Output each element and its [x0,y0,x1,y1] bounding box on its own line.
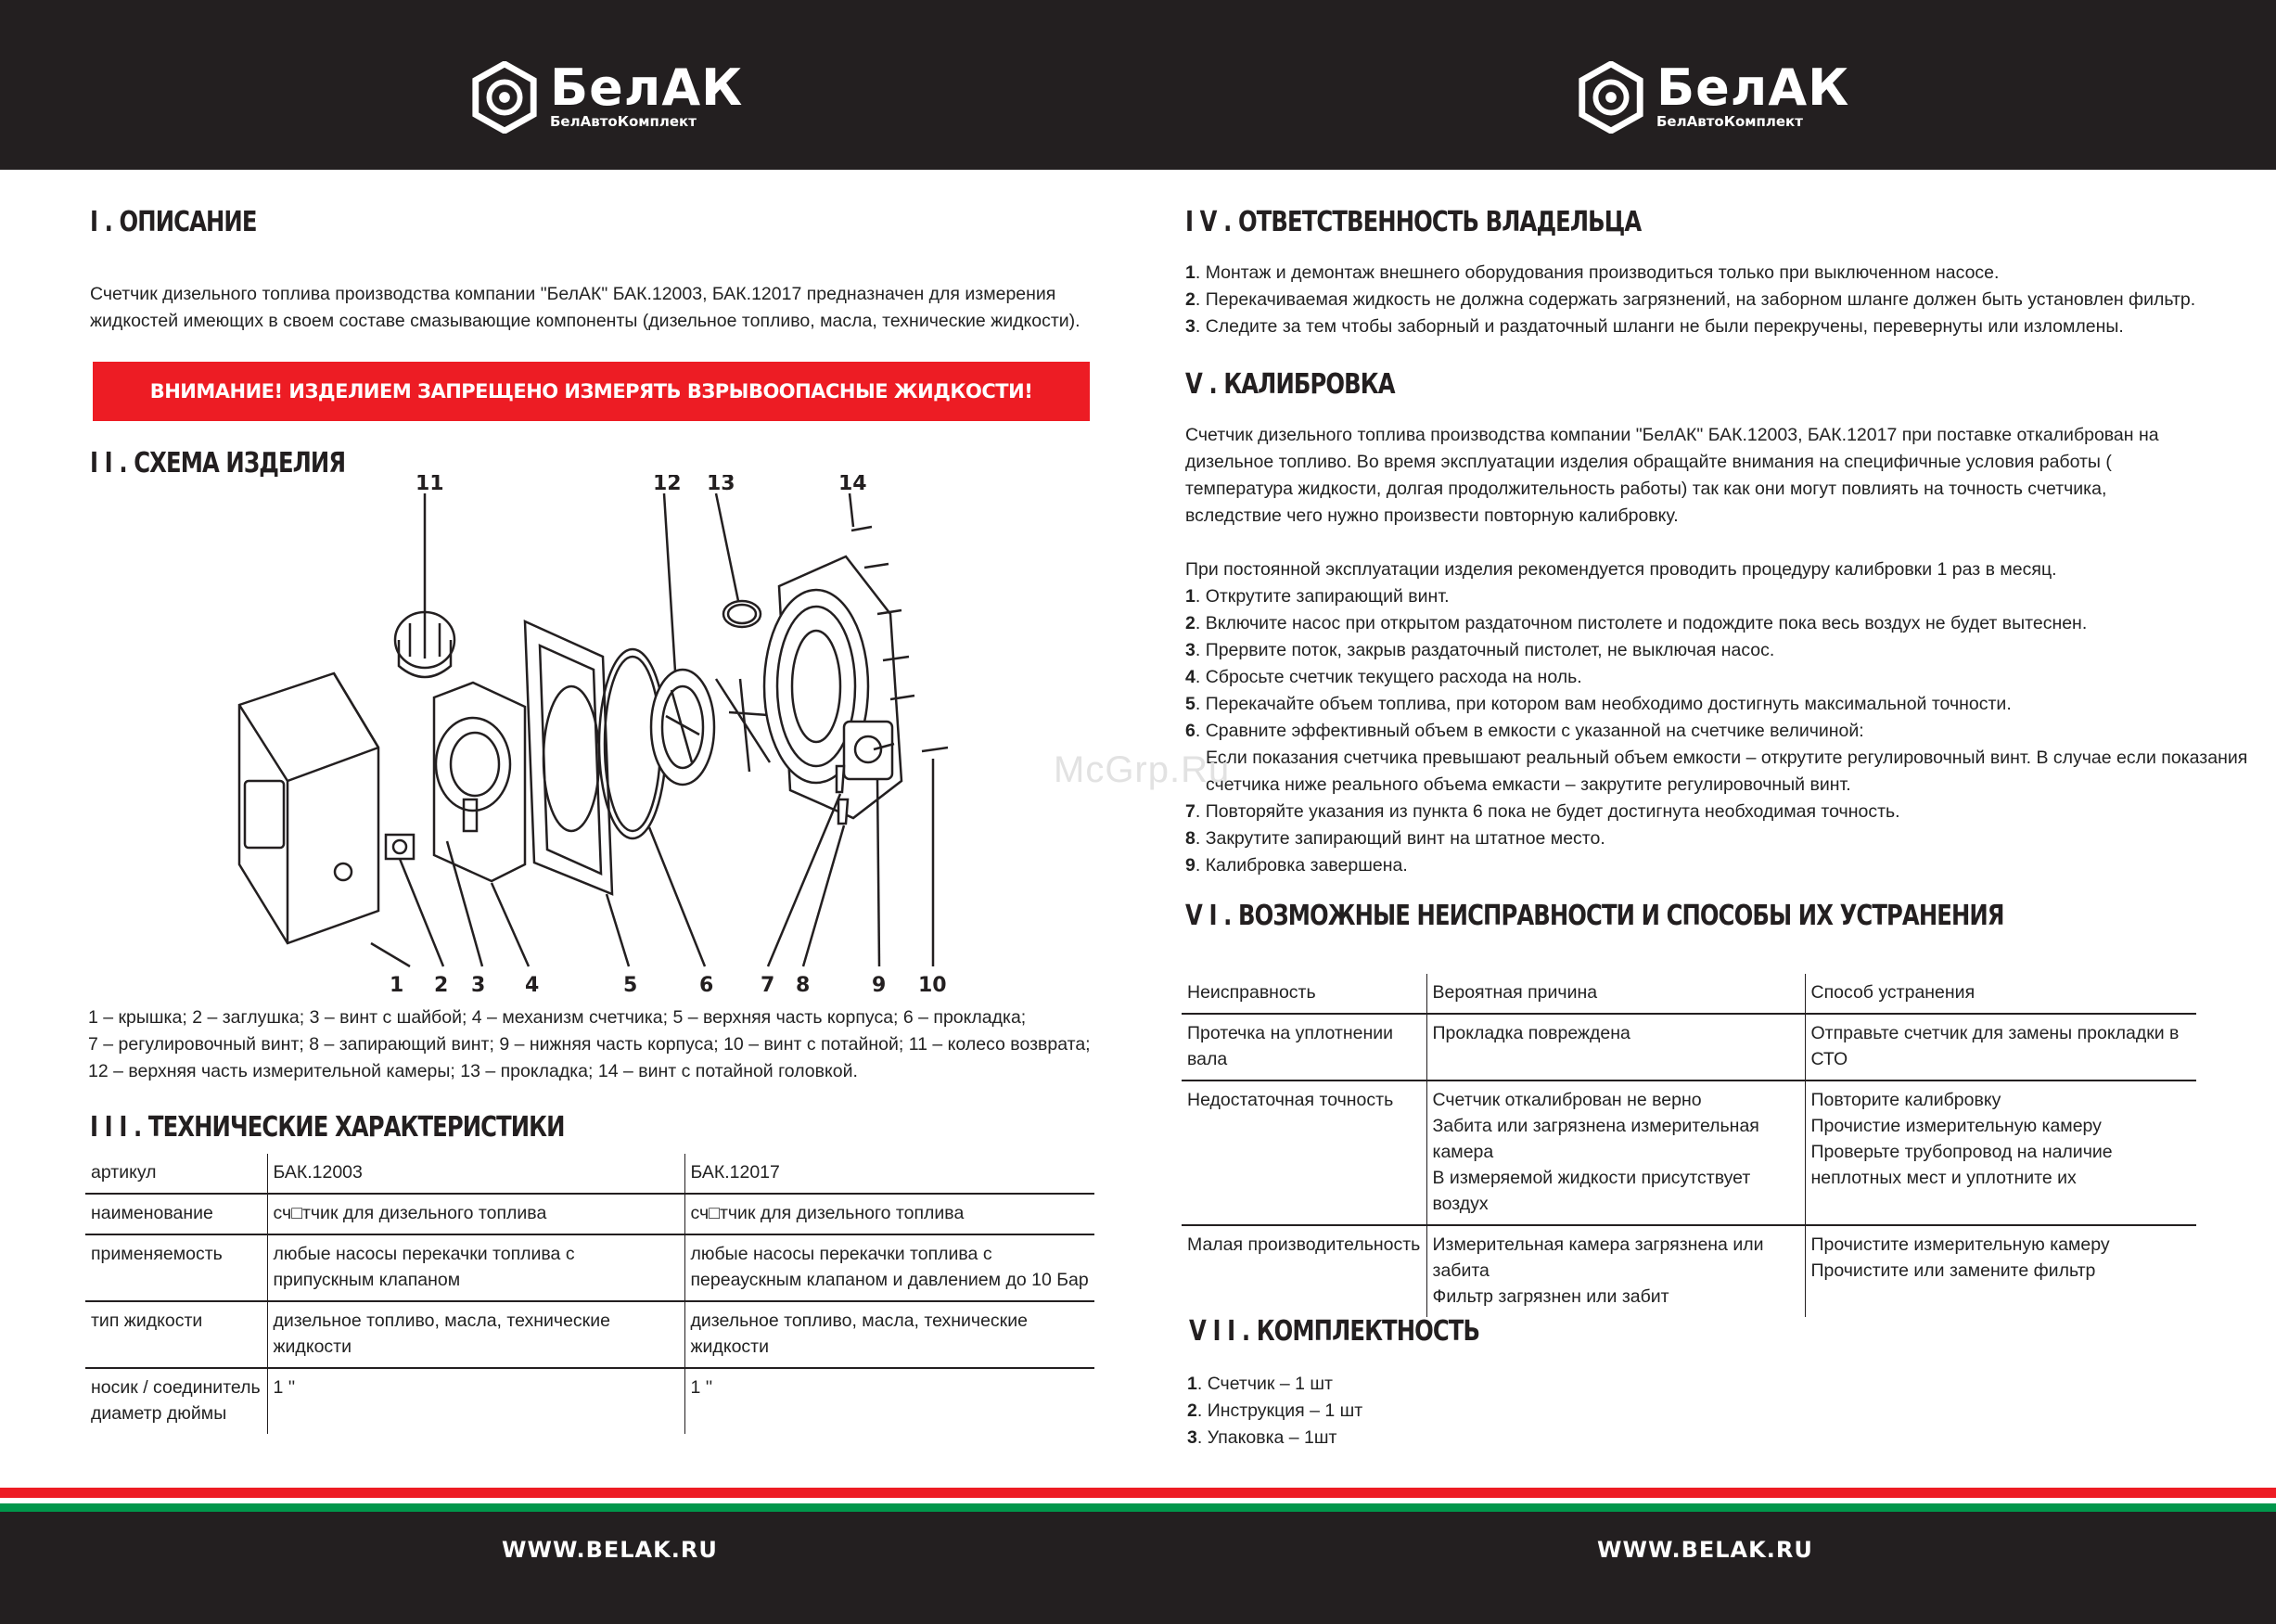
callout-13: 13 [707,475,735,495]
section-6-title: V I . ВОЗМОЖНЫЕ НЕИСПРАВНОСТИ И СПОСОБЫ ИХ УСТРАНЕНИЯ [1185,900,2004,932]
nut-logo-icon [1575,61,1647,134]
list-item: 3. Прервите поток, закрыв раздаточный пистолет, не выключая насос. [1185,640,1775,660]
list-item: 6. Сравните эффективный объем в емкости с указанной на счетчике величиной: [1185,721,1864,741]
callout-5: 5 [623,974,638,997]
callout-1: 1 [390,974,404,997]
list-item: 9. Калибровка завершена. [1185,855,1408,876]
legend-line: 12 – верхняя часть измерительной камеры; 13 – прокладка; 14 – винт с потайной головкой. [88,1061,858,1081]
callout-10: 10 [918,974,947,997]
table-cell: дизельное топливо, масла, технические жидкости [684,1301,1094,1368]
callout-7: 7 [761,974,775,997]
table-cell: любые насосы перекачки топлива с припускным клапаном [267,1234,684,1301]
list-item: счетчика ниже реального объема емкасти – закрутите регулировочный винт. [1206,774,1851,795]
table-row [85,1154,1094,1194]
page-footer [0,1512,2276,1624]
callout-4: 4 [525,974,540,997]
section-2-title: I I . СХЕМА ИЗДЕЛИЯ [90,447,346,480]
brand-subtitle: БелАвтоКомплект [550,113,697,130]
list-item: 1. Открутите запирающий винт. [1185,586,1450,607]
callout-11: 11 [416,475,444,495]
section-7-title: V I I . КОМПЛЕКТНОСТЬ [1189,1315,1480,1348]
list-item: Если показания счетчика превышают реальный объем емкости – открутите регулировочный винт. В случае если показания [1206,748,2248,768]
diagram-legend [88,1004,1118,1085]
nut-logo-icon [468,61,541,134]
footer-green-stripe [0,1503,2276,1512]
brand-logo-left [468,58,744,134]
table-cell: носик / соединитель диаметр дюймы [91,1377,261,1424]
list-item: 1. Счетчик – 1 шт [1187,1374,1333,1394]
watermark: McGrp.Ru [1054,749,1231,790]
table-cell: дизельное топливо, масла, технические жидкости [267,1301,684,1368]
table-row [1182,1225,2196,1317]
table-cell: Измерительная камера загрязнена или забита Фильтр загрязнен или забит [1426,1225,1805,1317]
table-header-cell: Неисправность [1182,974,1426,1014]
table-cell: Малая производительность [1187,1234,1421,1255]
description-text: Счетчик дизельного топлива производства компании "БелАК" БАК.12003, БАК.12017 предназначен для измерения жидкостей имеющих в своем составе смазывающие компоненты (дизельное топливо, масла, технические жидкости). [90,284,1080,331]
section-1-title: I . ОПИСАНИЕ [90,206,257,238]
list-item: 5. Перекачайте объем топлива, при котором вам необходимо достигнуть максимальной точности. [1185,694,2012,714]
table-cell: 1 '' [684,1368,1094,1434]
table-cell: Недостаточная точность [1182,1081,1426,1225]
table-cell: БАК.12017 [684,1154,1094,1194]
table-cell: Протечка на уплотнении вала [1182,1014,1426,1081]
table-cell: 1 '' [267,1368,684,1434]
legend-line: 7 – регулировочный винт; 8 – запирающий винт; 9 – нижняя часть корпуса; 10 – винт с потайной; 11 – колесо возврата; [88,1034,1091,1055]
table-row [1182,1014,2196,1081]
table-row [85,1194,1094,1234]
list-item: 3. Следите за тем чтобы заборный и раздаточный шланги не были перекручены, перевернуты или изломлены. [1185,316,2124,337]
callout-6: 6 [699,974,714,997]
list-item: 2. Включите насос при открытом раздаточном пистолете и подождите пока весь воздух не будет вытеснен. [1185,613,2088,633]
footer-url-right[interactable]: WWW.BELAK.RU [1597,1537,1813,1563]
table-cell: наименование [85,1194,267,1234]
list-item: 8. Закрутите запирающий винт на штатное место. [1185,828,1605,849]
callout-12: 12 [653,475,682,495]
section-4-title: I V . ОТВЕТСТВЕННОСТЬ ВЛАДЕЛЬЦА [1185,206,1642,238]
footer-red-stripe [0,1488,2276,1498]
table-cell: артикул [85,1154,267,1194]
table-header-row [1182,974,2196,1014]
callout-8: 8 [796,974,811,997]
footer-url-left[interactable]: WWW.BELAK.RU [502,1537,718,1563]
table-row [1182,1081,2196,1225]
table-cell: Прочистите измерительную камеру Прочистите или замените фильтр [1805,1225,2196,1317]
table-header-cell: Способ устранения [1805,974,2196,1014]
table-cell: любые насосы перекачки топлива с переаускным клапаном и давлением до 10 Бар [684,1234,1094,1301]
troubleshooting-table [1182,974,2196,1317]
table-cell: БАК.12003 [267,1154,684,1194]
table-cell: Прокладка повреждена [1426,1014,1805,1081]
warning-banner: ВНИМАНИЕ! ИЗДЕЛИЕМ ЗАПРЕЩЕНО ИЗМЕРЯТЬ ВЗРЫВООПАСНЫЕ ЖИДКОСТИ! [93,362,1090,421]
list-item: 1. Монтаж и демонтаж внешнего оборудования производиться только при выключенном насосе. [1185,262,2000,283]
brand-name: БелАК [1656,58,1850,117]
list-item: 2. Перекачиваемая жидкость не должна содержать загрязнений, на заборном шланге должен быть установлен фильтр. [1185,289,2196,310]
calibration-lead: При постоянной эксплуатации изделия рекомендуется проводить процедуру калибровки 1 раз в месяц. [1185,559,2057,580]
table-cell: сч□тчик для дизельного топлива [267,1194,684,1234]
package-contents-list [1187,1371,1744,1451]
list-item: 4. Сбросьте счетчик текущего расхода на ноль. [1185,667,1582,687]
table-header-cell: Вероятная причина [1426,974,1805,1014]
table-cell: тип жидкости [85,1301,267,1368]
table-cell: Отправьте счетчик для замены прокладки в СТО [1805,1014,2196,1081]
page-header [0,0,2276,170]
table-row [85,1234,1094,1301]
table-row [85,1368,1094,1434]
table-row [85,1301,1094,1368]
list-item: 3. Упаковка – 1шт [1187,1427,1337,1448]
table-cell: применяемость [85,1234,267,1301]
list-item: 2. Инструкция – 1 шт [1187,1400,1363,1421]
brand-subtitle: БелАвтоКомплект [1656,113,1803,130]
specs-table [85,1154,1094,1434]
section-3-title: I I I . ТЕХНИЧЕСКИЕ ХАРАКТЕРИСТИКИ [90,1111,565,1144]
table-cell: сч□тчик для дизельного топлива [684,1194,1094,1234]
callout-2: 2 [434,974,449,997]
table-cell: Счетчик откалиброван не верно Забита или загрязнена измерительная камера В измеряемой жидкости присутствует воздух [1426,1081,1805,1225]
callout-14: 14 [838,475,867,495]
table-cell: Повторите калибровку Прочистие измерительную камеру Проверьте трубопровод на наличие неплотных мест и уплотните их [1805,1081,2196,1225]
exploded-diagram [213,475,1048,1004]
owner-responsibility-list [1185,260,2252,340]
brand-logo-right [1575,58,1850,134]
legend-line: 1 – крышка; 2 – заглушка; 3 – винт с шайбой; 4 – механизм счетчика; 5 – верхняя часть корпуса; 6 – прокладка; [88,1007,1027,1028]
brand-name: БелАК [550,58,744,117]
calibration-intro: Счетчик дизельного топлива производства компании "БелАК" БАК.12003, БАК.12017 при поставке откалиброван на дизельное топливо. Во время эксплуатации изделия обращайте внимания на специфичные условия работы ( температура жидкости, долгая продолжительность работы) так как они могут повлиять на точность счетчика, вследствие чего нужно произвести повторную калибровку. [1185,425,2159,526]
section-5-title: V . КАЛИБРОВКА [1185,368,1395,401]
calibration-steps [1185,556,2252,879]
callout-3: 3 [471,974,486,997]
callout-9: 9 [872,974,887,997]
list-item: 7. Повторяйте указания из пункта 6 пока не будет достигнута необходимая точность. [1185,801,1900,822]
